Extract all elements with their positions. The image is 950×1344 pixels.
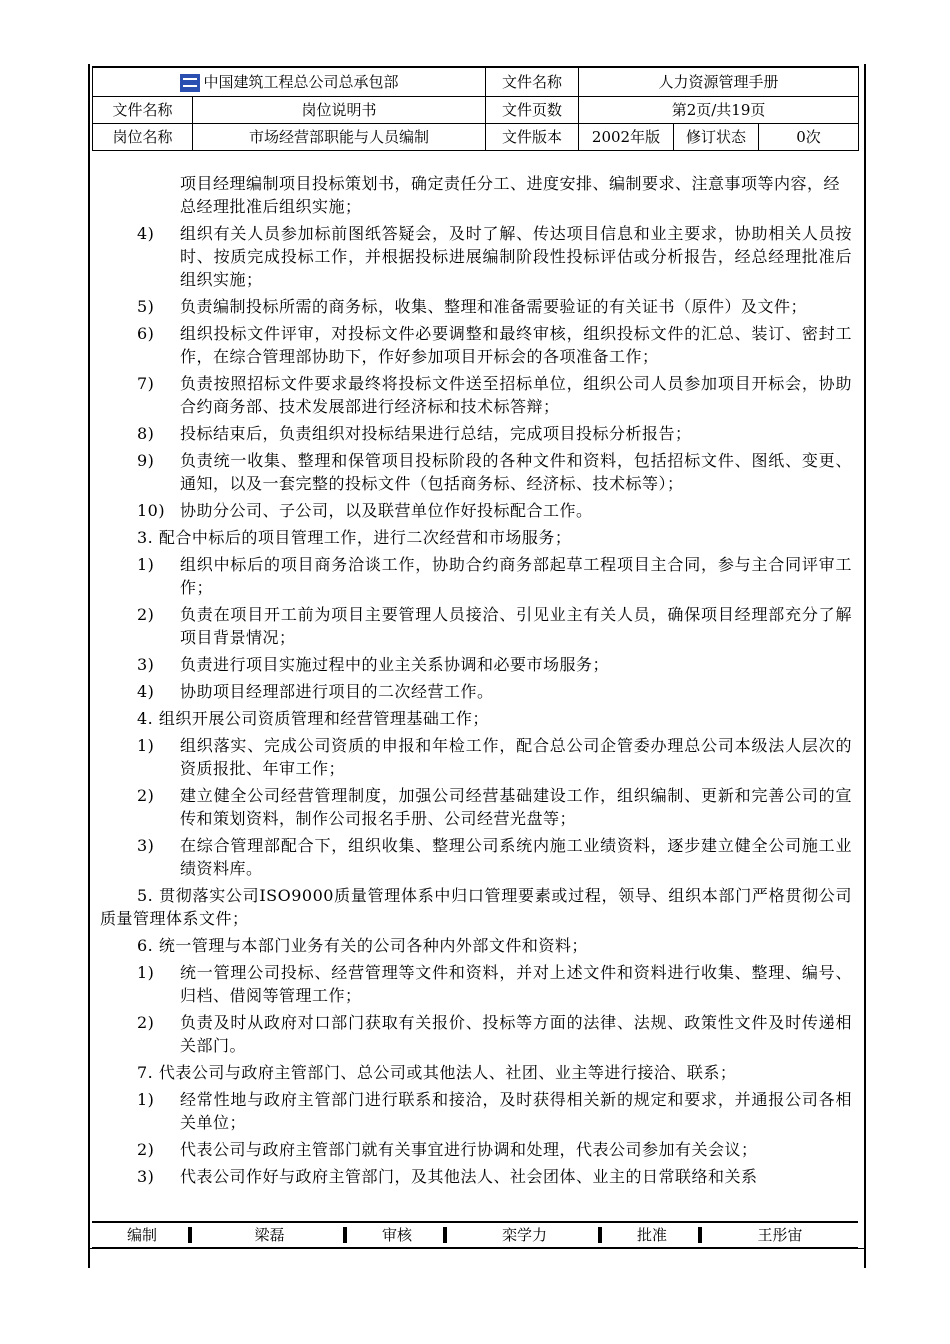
item-text: 负责编制投标所需的商务标，收集、整理和准备需要验证的有关证书（原件）及文件；	[180, 297, 808, 316]
doc-name-label: 文件名称	[93, 97, 193, 124]
item-text: 在综合管理部配合下，组织收集、整理公司系统内施工业绩资料，逐步建立健全公司施工业绩资料库。	[180, 836, 852, 878]
section-heading: 7. 代表公司与政府主管部门、总公司或其他法人、社团、业主等进行接洽、联系；	[137, 1063, 737, 1082]
revision-value: 0次	[759, 124, 859, 151]
post-value: 市场经营部职能与人员编制	[193, 124, 486, 151]
item-text: 负责按照招标文件要求最终将投标文件送至招标单位，组织公司人员参加项目开标会，协助合约商务部、技术发展部进行经济标和技术标答辩；	[180, 374, 852, 416]
version-value: 2002年版	[579, 124, 674, 151]
item-text: 统一管理公司投标、经营管理等文件和资料，并对上述文件和资料进行收集、整理、编号、归档、借阅等管理工作；	[180, 963, 852, 1005]
post-label: 岗位名称	[93, 124, 193, 151]
list-item	[100, 295, 852, 318]
item-text: 组织中标后的项目商务洽谈工作，协助合约商务部起草工程项目主合同，参与主合同评审工作；	[180, 555, 852, 597]
bottom-rule	[88, 1248, 866, 1249]
item-number: 1)	[137, 736, 155, 755]
pages-label: 文件页数	[486, 97, 579, 124]
item-text: 负责及时从政府对口部门获取有关报价、投标等方面的法律、法规、政策性文件及时传递相关部门。	[180, 1013, 852, 1055]
list-item	[100, 1138, 852, 1161]
list-item	[100, 449, 852, 495]
file-name-label: 文件名称	[486, 67, 579, 97]
list-item	[100, 834, 852, 880]
item-text: 组织有关人员参加标前图纸答疑会，及时了解、传达项目信息和业主要求，协助相关人员按时、按质完成投标工作，并根据投标进展编制阶段性投标评估或分析报告，经总经理批准后组织实施；	[180, 224, 852, 289]
list-item	[100, 603, 852, 649]
section-paragraph: 5. 贯彻落实公司ISO9000质量管理体系中归口管理要素或过程，领导、组织本部门严格贯彻公司质量管理体系文件；	[100, 886, 852, 928]
item-number: 4)	[137, 682, 155, 701]
list-item	[100, 1088, 852, 1134]
signature-footer-table	[92, 1221, 858, 1248]
approve-value: 王彤宙	[702, 1222, 858, 1248]
item-text: 负责统一收集、整理和保管项目投标阶段的各种文件和资料，包括招标文件、图纸、变更、通知，以及一套完整的投标文件（包括商务标、经济标、技术标等）；	[180, 451, 852, 493]
item-number: 3)	[137, 1167, 155, 1186]
doc-name-value: 岗位说明书	[193, 97, 486, 124]
item-number: 1)	[137, 963, 155, 982]
item-number: 10)	[137, 501, 166, 520]
section-heading: 6. 统一管理与本部门业务有关的公司各种内外部文件和资料；	[137, 936, 588, 955]
company-cell	[93, 67, 486, 97]
intro-paragraph: 项目经理编制项目投标策划书，确定责任分工、进度安排、编制要求、注意事项等内容，经总经理批准后组织实施；	[180, 174, 841, 216]
review-value: 栾学力	[447, 1222, 602, 1248]
list-item	[100, 680, 852, 703]
company-name: 中国建筑工程总公司总承包部	[203, 73, 399, 91]
list-item	[100, 372, 852, 418]
item-number: 1)	[137, 1090, 155, 1109]
list-item	[100, 961, 852, 1007]
item-text: 协助分公司、子公司，以及联营单位作好投标配合工作。	[180, 501, 593, 520]
item-number: 1)	[137, 555, 155, 574]
list-item	[100, 784, 852, 830]
item-number: 3)	[137, 836, 155, 855]
item-text: 负责在项目开工前为项目主要管理人员接洽、引见业主有关人员，确保项目经理部充分了解项目背景情况；	[180, 605, 852, 647]
section-heading: 3. 配合中标后的项目管理工作，进行二次经营和市场服务；	[137, 528, 572, 547]
revision-label: 修订状态	[674, 124, 759, 151]
item-text: 代表公司与政府主管部门就有关事宜进行协调和处理，代表公司参加有关会议；	[180, 1140, 758, 1159]
document-body	[100, 172, 852, 1192]
list-item	[100, 653, 852, 676]
compiled-value: 梁磊	[192, 1222, 347, 1248]
item-number: 2)	[137, 605, 155, 624]
list-item	[100, 422, 852, 445]
item-number: 7)	[137, 374, 155, 393]
item-number: 2)	[137, 786, 155, 805]
company-logo-icon	[180, 74, 200, 92]
review-label: 审核	[347, 1222, 447, 1248]
item-number: 6)	[137, 324, 155, 343]
item-number: 8)	[137, 424, 155, 443]
list-item	[100, 1011, 852, 1057]
list-item	[100, 322, 852, 368]
item-text: 组织落实、完成公司资质的申报和年检工作，配合总公司企管委办理总公司本级法人层次的资质报批、年审工作；	[180, 736, 852, 778]
item-number: 2)	[137, 1013, 155, 1032]
item-text: 投标结束后，负责组织对投标结果进行总结，完成项目投标分析报告；	[180, 424, 692, 443]
version-label: 文件版本	[486, 124, 579, 151]
item-number: 4)	[137, 224, 155, 243]
approve-label: 批准	[602, 1222, 702, 1248]
document-header-table	[92, 66, 859, 151]
list-item	[100, 222, 852, 291]
item-number: 5)	[137, 297, 155, 316]
item-text: 建立健全公司经营管理制度，加强公司经营基础建设工作，组织编制、更新和完善公司的宣传和策划资料，制作公司报名手册、公司经营光盘等；	[180, 786, 852, 828]
list-item	[100, 553, 852, 599]
list-item	[100, 734, 852, 780]
compiled-label: 编制	[92, 1222, 192, 1248]
item-text: 负责进行项目实施过程中的业主关系协调和必要市场服务；	[180, 655, 610, 674]
item-text: 组织投标文件评审，对投标文件必要调整和最终审核，组织投标文件的汇总、装订、密封工作，在综合管理部协助下，作好参加项目开标会的各项准备工作；	[180, 324, 852, 366]
pages-value: 第2页/共19页	[579, 97, 859, 124]
item-number: 2)	[137, 1140, 155, 1159]
list-item	[100, 1165, 852, 1188]
list-item	[100, 499, 852, 522]
item-number: 3)	[137, 655, 155, 674]
file-name-value: 人力资源管理手册	[579, 67, 859, 97]
item-text: 协助项目经理部进行项目的二次经营工作。	[180, 682, 494, 701]
item-text: 代表公司作好与政府主管部门，及其他法人、社会团体、业主的日常联络和关系	[180, 1167, 758, 1186]
item-number: 9)	[137, 451, 155, 470]
section-heading: 4. 组织开展公司资质管理和经营管理基础工作；	[137, 709, 489, 728]
item-text: 经常性地与政府主管部门进行联系和接洽，及时获得相关新的规定和要求，并通报公司各相关单位；	[180, 1090, 852, 1132]
